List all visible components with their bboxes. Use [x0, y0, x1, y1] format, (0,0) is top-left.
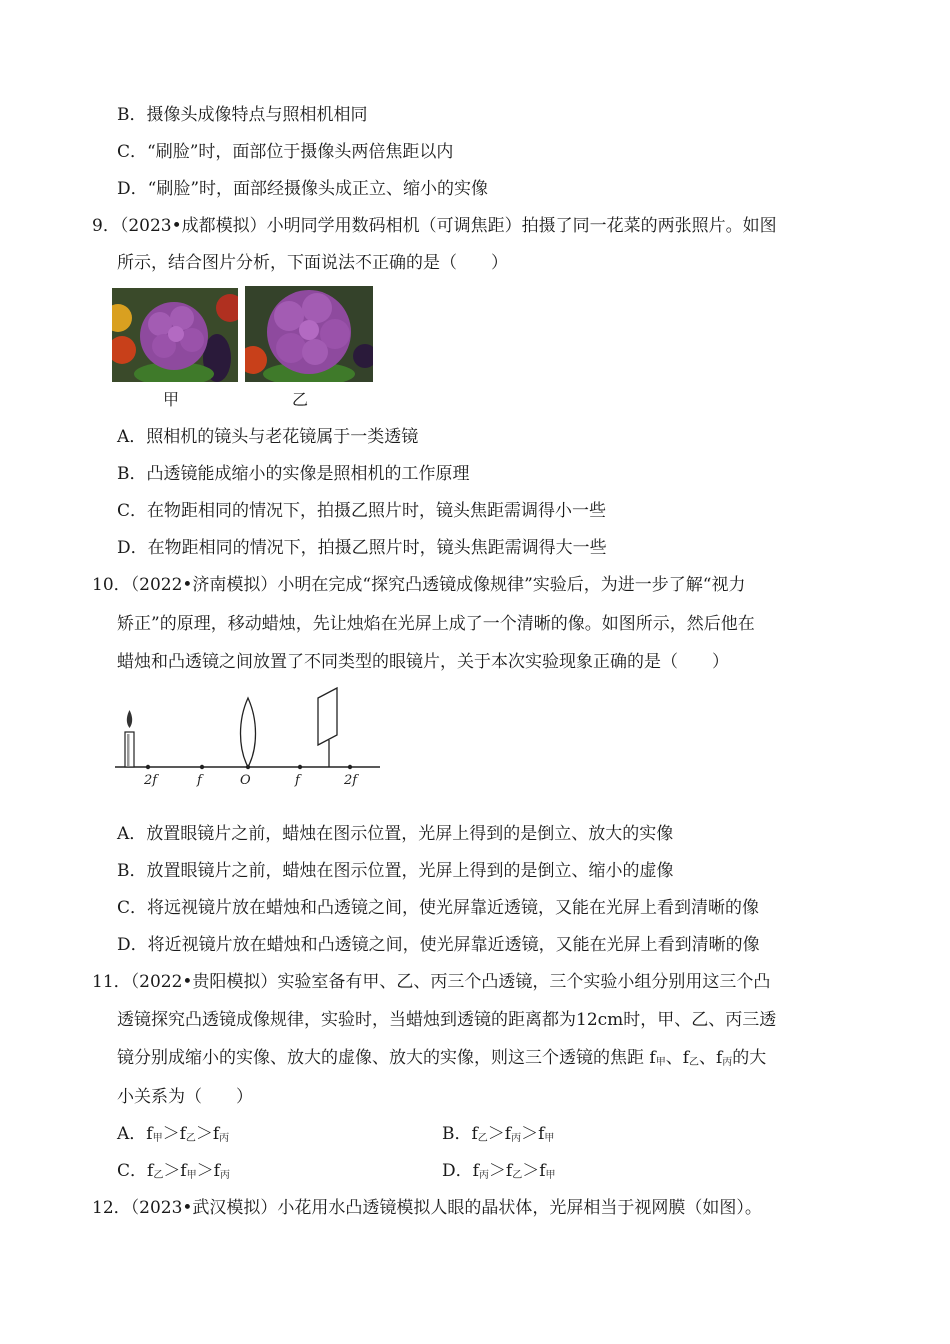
- label-2f-right: 2f: [344, 773, 358, 788]
- q10-option-b: B．放置眼镜片之前，蜡烛在图示位置，光屏上得到的是倒立、缩小的虚像: [117, 861, 674, 881]
- q9-stem-line2: 所示，结合图片分析，下面说法不正确的是（ ）: [117, 253, 508, 273]
- q10-stem-line3: 蜡烛和凸透镜之间放置了不同类型的眼镜片，关于本次实验现象正确的是（ ）: [117, 652, 729, 672]
- q12-stem-line1: 12．（2023•武汉模拟）小花用水凸透镜模拟人眼的晶状体，光屏相当于视网膜（如图）。: [92, 1198, 762, 1218]
- q11-option-b: B．$f_乙>f_丙>f_甲$: [442, 1124, 555, 1144]
- q10-stem-line2: 矫正”的原理，移动蜡烛，先让烛焰在光屏上成了一个清晰的像。如图所示，然后他在: [117, 614, 755, 634]
- label-o: O: [240, 773, 251, 788]
- candle: [125, 710, 134, 767]
- label-f-left: f: [197, 773, 202, 788]
- light-screen: [318, 688, 337, 767]
- cauliflower-photo-jia: [112, 288, 238, 382]
- q8-option-d: D．“刷脸”时，面部经摄像头成正立、缩小的实像: [117, 179, 489, 199]
- q11-stem-line3: 镜分别成缩小的实像、放大的虚像、放大的实像，则这三个透镜的焦距 $f_甲$、$f_乙$、$f_丙$的大: [117, 1048, 767, 1068]
- q9-option-c: C．在物距相同的情况下，拍摄乙照片时，镜头焦距需调得小一些: [117, 501, 607, 521]
- label-f-right: f: [295, 773, 300, 788]
- label-2f-left: 2f: [144, 773, 158, 788]
- photo-caption-yi: 乙: [292, 390, 309, 409]
- q11-stem-line4: 小关系为（ ）: [117, 1087, 253, 1107]
- q9-stem-line1: 9．（2023•成都模拟）小明同学用数码相机（可调焦距）拍摄了同一花菜的两张照片。如图: [92, 216, 777, 236]
- q9-option-a: A．照相机的镜头与老花镜属于一类透镜: [117, 427, 419, 447]
- q11-stem-line2: 透镜探究凸透镜成像规律，实验时，当蜡烛到透镜的距离都为12cm时，甲、乙、丙三透: [117, 1010, 777, 1030]
- q11-option-c: C．$f_乙>f_甲>f_丙$: [117, 1161, 230, 1181]
- q10-option-c: C．将远视镜片放在蜡烛和凸透镜之间，使光屏靠近透镜，又能在光屏上看到清晰的像: [117, 898, 760, 918]
- optical-bench-diagram: [110, 680, 390, 795]
- q10-option-a: A．放置眼镜片之前，蜡烛在图示位置，光屏上得到的是倒立、放大的实像: [117, 824, 674, 844]
- q10-option-d: D．将近视镜片放在蜡烛和凸透镜之间，使光屏靠近透镜，又能在光屏上看到清晰的像: [117, 935, 760, 955]
- cauliflower-photo-yi: [245, 286, 373, 382]
- q11-option-d: D．$f_丙>f_乙>f_甲$: [442, 1161, 556, 1181]
- q11-stem-line1: 11．（2022•贵阳模拟）实验室备有甲、乙、丙三个凸透镜，三个实验小组分别用这三个凸: [92, 972, 771, 992]
- q9-option-d: D．在物距相同的情况下，拍摄乙照片时，镜头焦距需调得大一些: [117, 538, 607, 558]
- q10-stem-line1: 10．（2022•济南模拟）小明在完成“探究凸透镜成像规律”实验后，为进一步了解“视力: [92, 575, 746, 595]
- q9-option-b: B．凸透镜能成缩小的实像是照相机的工作原理: [117, 464, 470, 484]
- photo-caption-jia: 甲: [163, 390, 180, 409]
- q11-option-a: A．$f_甲>f_乙>f_丙$: [117, 1124, 230, 1144]
- q8-option-b: B．摄像头成像特点与照相机相同: [117, 105, 368, 125]
- q8-option-c: C．“刷脸”时，面部位于摄像头两倍焦距以内: [117, 142, 454, 162]
- convex-lens: [241, 698, 256, 767]
